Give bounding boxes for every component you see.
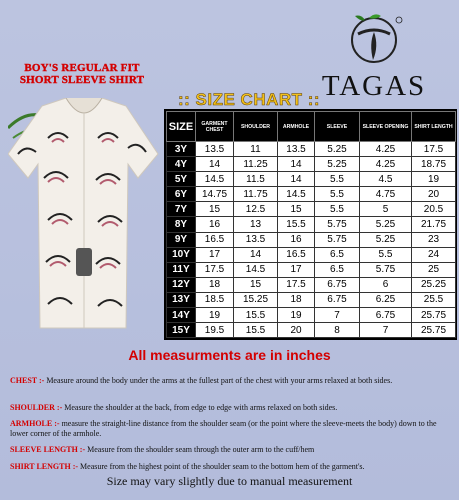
table-cell: 6.25 [360, 292, 412, 307]
table-cell: 14.5 [234, 262, 278, 277]
table-cell: 14.5 [278, 187, 315, 202]
table-row [167, 292, 456, 307]
table-cell: 5.25 [315, 157, 360, 172]
table-cell: 15.5 [234, 308, 278, 323]
size-cell: 15Y [167, 323, 196, 338]
table-row [167, 187, 456, 202]
table-row [167, 172, 456, 187]
table-cell: 25.5 [412, 292, 456, 307]
size-cell: 7Y [167, 202, 196, 217]
header-shirt-length: SHIRT LENGTH [412, 112, 456, 142]
units-note: All measurments are in inches [128, 347, 331, 363]
table-cell: 15.5 [278, 217, 315, 232]
measure-shoulder [10, 403, 454, 413]
table-cell: 14.5 [196, 172, 234, 187]
table-row [167, 323, 456, 338]
table-cell: 20.5 [412, 202, 456, 217]
header-chest: GARMENT CHEST [196, 112, 234, 142]
brand-name: TAGAS [321, 70, 427, 102]
table-row [167, 308, 456, 323]
table-cell: 5.75 [315, 232, 360, 247]
table-cell: 17.5 [412, 142, 456, 157]
product-title-line2: SHORT SLEEVE SHIRT [19, 74, 145, 86]
product-title [8, 62, 156, 86]
table-row [167, 232, 456, 247]
table-row [167, 262, 456, 277]
brand-block [319, 10, 429, 103]
measure-desc: Measure around the body under the arms at the fullest part of the chest with your arms relaxed at both sides. [46, 376, 393, 385]
table-cell: 15 [234, 277, 278, 292]
table-cell: 4.75 [360, 187, 412, 202]
measure-term: SHIRT LENGTH :- [10, 462, 79, 471]
measure-shirt-length [10, 462, 454, 472]
size-cell: 5Y [167, 172, 196, 187]
table-cell: 19 [278, 308, 315, 323]
table-cell: 5.5 [315, 172, 360, 187]
table-cell: 6.5 [315, 247, 360, 262]
table-cell: 19.5 [196, 323, 234, 338]
table-cell: 18.5 [196, 292, 234, 307]
size-cell: 3Y [167, 142, 196, 157]
table-cell: 11 [234, 142, 278, 157]
header-armhole: ARMHOLE [278, 112, 315, 142]
table-cell: 17 [196, 247, 234, 262]
size-cell: 14Y [167, 308, 196, 323]
table-cell: 12.5 [234, 202, 278, 217]
measure-desc: Measure from the shoulder seam through the outer arm to the cuff/hem [87, 445, 315, 454]
table-cell: 23 [412, 232, 456, 247]
product-title-line1: BOY'S REGULAR FIT [24, 62, 140, 74]
size-chart-title: :: SIZE CHART :: [178, 90, 321, 109]
table-cell: 16.5 [196, 232, 234, 247]
table-cell: 4.25 [360, 157, 412, 172]
table-cell: 16 [196, 217, 234, 232]
size-cell: 12Y [167, 277, 196, 292]
table-cell: 20 [278, 323, 315, 338]
table-cell: 15.5 [234, 323, 278, 338]
table-cell: 5.25 [360, 217, 412, 232]
table-cell: 18 [196, 277, 234, 292]
table-cell: 14 [196, 157, 234, 172]
measure-armhole [10, 419, 454, 438]
measure-chest [10, 376, 454, 386]
header-sleeve: SLEEVE [315, 112, 360, 142]
table-cell: 5.25 [360, 232, 412, 247]
shirt-photo [8, 98, 160, 330]
table-cell: 14 [234, 247, 278, 262]
table-cell: 5.5 [315, 202, 360, 217]
table-cell: 17.5 [278, 277, 315, 292]
table-cell: 6.75 [315, 277, 360, 292]
table-cell: 16.5 [278, 247, 315, 262]
table-cell: 13.5 [234, 232, 278, 247]
table-cell: 25.25 [412, 277, 456, 292]
table-cell: 15 [278, 202, 315, 217]
size-cell: 9Y [167, 232, 196, 247]
table-cell: 15 [196, 202, 234, 217]
table-cell: 4.25 [360, 142, 412, 157]
table-cell: 17.5 [196, 262, 234, 277]
table-cell: 14 [278, 157, 315, 172]
size-table [164, 109, 457, 340]
table-cell: 15.25 [234, 292, 278, 307]
table-cell: 5.5 [315, 187, 360, 202]
table-row [167, 157, 456, 172]
table-row [167, 247, 456, 262]
header-size: SIZE [167, 112, 196, 142]
header-sleeve-opening: SLEEVE OPENING [360, 112, 412, 142]
table-cell: 11.5 [234, 172, 278, 187]
measure-desc: Measure from the highest point of the shoulder seam to the bottom hem of the garment's. [80, 462, 365, 471]
table-row [167, 142, 456, 157]
table-cell: 5.5 [360, 247, 412, 262]
footer-disclaimer: Size may vary slightly due to manual measurement [106, 474, 353, 488]
table-cell: 18 [278, 292, 315, 307]
measure-term: SLEEVE LENGTH :- [10, 445, 86, 454]
table-cell: 25.75 [412, 308, 456, 323]
table-cell: 24 [412, 247, 456, 262]
table-cell: 6.75 [315, 292, 360, 307]
table-cell: 6.75 [360, 308, 412, 323]
table-cell: 6 [360, 277, 412, 292]
table-row [167, 277, 456, 292]
measure-term: CHEST :- [10, 376, 45, 385]
table-cell: 11.75 [234, 187, 278, 202]
measure-sleeve-length [10, 445, 454, 455]
table-cell: 16 [278, 232, 315, 247]
table-cell: 21.75 [412, 217, 456, 232]
table-cell: 5.25 [315, 142, 360, 157]
table-cell: 11.25 [234, 157, 278, 172]
table-cell: 13.5 [196, 142, 234, 157]
table-cell: 5.75 [315, 217, 360, 232]
measure-desc: Measure the shoulder at the back, from edge to edge with arms relaxed on both sides. [64, 403, 338, 412]
table-cell: 20 [412, 187, 456, 202]
table-cell: 5 [360, 202, 412, 217]
table-cell: 14.75 [196, 187, 234, 202]
table-cell: 7 [360, 323, 412, 338]
measure-term: SHOULDER :- [10, 403, 63, 412]
table-row [167, 202, 456, 217]
table-header-row [167, 112, 456, 142]
table-cell: 13.5 [278, 142, 315, 157]
size-cell: 10Y [167, 247, 196, 262]
size-cell: 6Y [167, 187, 196, 202]
tagas-logo-icon [339, 10, 409, 68]
table-cell: 25.75 [412, 323, 456, 338]
header-shoulder: SHOULDER [234, 112, 278, 142]
measure-desc: measure the straight-line distance from the shoulder seam (or the point where the sleeve-meets the body) down to the lower corner of the armhole. [10, 419, 437, 438]
table-cell: 19 [196, 308, 234, 323]
table-cell: 25 [412, 262, 456, 277]
table-cell: 7 [315, 308, 360, 323]
table-cell: 17 [278, 262, 315, 277]
table-row [167, 217, 456, 232]
table-cell: 8 [315, 323, 360, 338]
table-cell: 14 [278, 172, 315, 187]
table-cell: 18.75 [412, 157, 456, 172]
size-cell: 11Y [167, 262, 196, 277]
measure-term: ARMHOLE :- [10, 419, 60, 428]
table-cell: 6.5 [315, 262, 360, 277]
table-cell: 4.5 [360, 172, 412, 187]
table-cell: 13 [234, 217, 278, 232]
table-cell: 19 [412, 172, 456, 187]
size-cell: 13Y [167, 292, 196, 307]
table-cell: 5.75 [360, 262, 412, 277]
size-cell: 8Y [167, 217, 196, 232]
size-cell: 4Y [167, 157, 196, 172]
